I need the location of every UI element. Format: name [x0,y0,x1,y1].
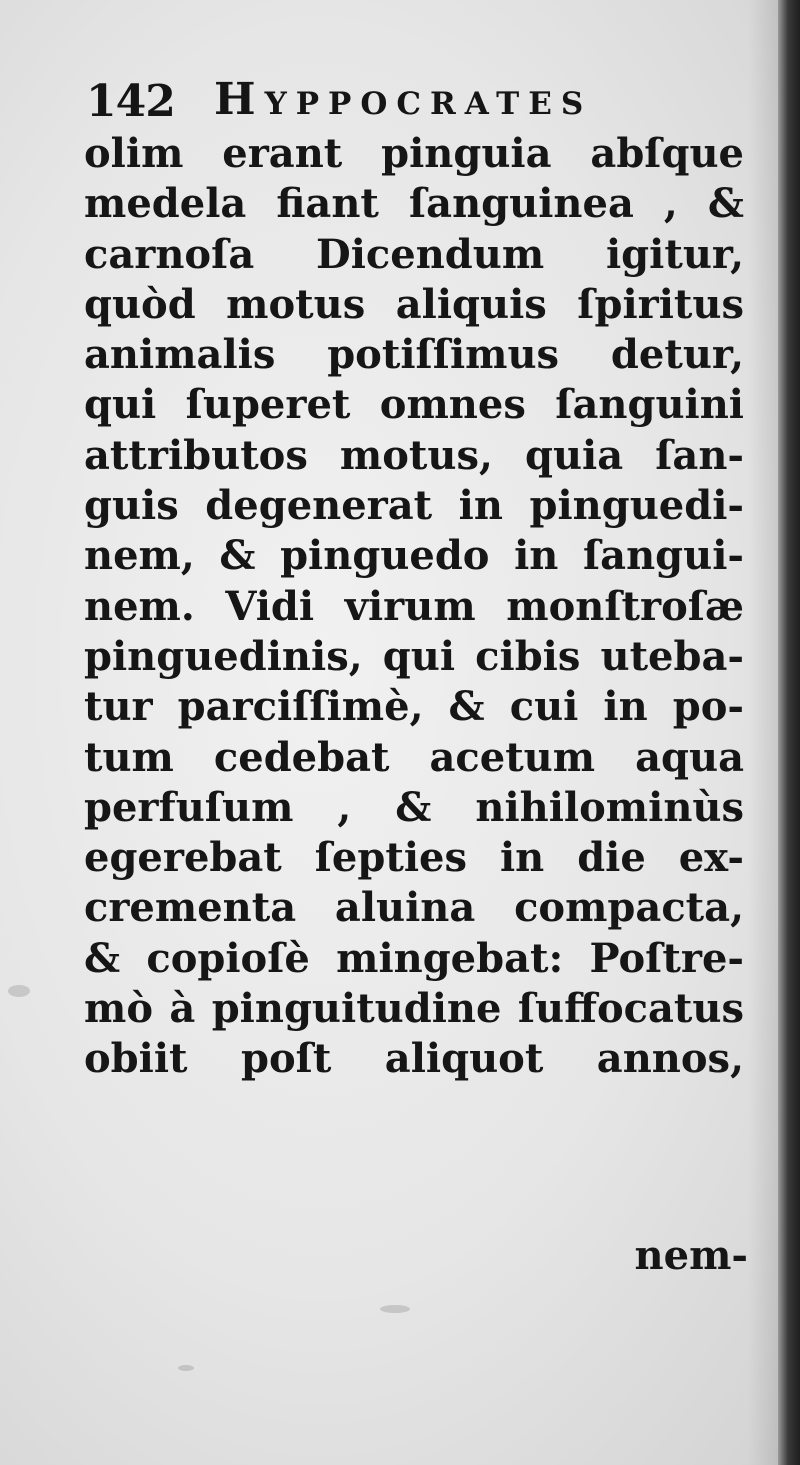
text-line: nem, & pinguedo in ſangui- [84,532,744,580]
gutter-shadow [748,0,778,1465]
text-line: guis degenerat in pinguedi- [84,482,744,530]
text-line: qui ſuperet omnes ſanguini [84,381,744,429]
page-header [86,68,686,138]
body-text [84,129,744,1085]
ink-smudge [178,1365,194,1371]
ink-smudge [380,1305,410,1313]
text-line: mò à pinguitudine ſuffocatus [84,985,744,1033]
text-line: tum cedebat acetum aqua [84,733,744,781]
text-line: olim erant pinguia abſque [84,130,744,177]
text-line: tur parciſſimè, & cui in po- [84,683,744,731]
running-head: Hyppocrates [214,74,593,125]
text-line: nem. Vidi virum monſtroſæ [84,582,744,630]
text-line: medela fiant ſanguinea , & [84,180,744,228]
catchword: nem- [634,1232,748,1279]
text-line: quòd motus aliquis ſpiritus [84,280,744,328]
text-line: perfuſum , & nihilominùs [84,783,744,831]
text-line: egerebat ſepties in die ex- [84,834,744,882]
page-number: 142 [86,76,175,127]
text-line: animalis potiſſimus detur, [84,331,744,379]
page-gutter [778,0,800,1465]
text-line: carnoſa Dicendum igitur, [84,230,744,278]
text-line: pinguedinis, qui cibis uteba- [84,632,744,680]
text-line: crementa aluina compacta, [84,884,744,932]
text-line: & copioſè mingebat: Poſtre- [84,934,744,982]
ink-smudge [8,985,30,997]
text-line: attributos motus, quia ſan- [84,431,744,479]
text-line: obiit poſt aliquot annos, [84,1035,744,1083]
